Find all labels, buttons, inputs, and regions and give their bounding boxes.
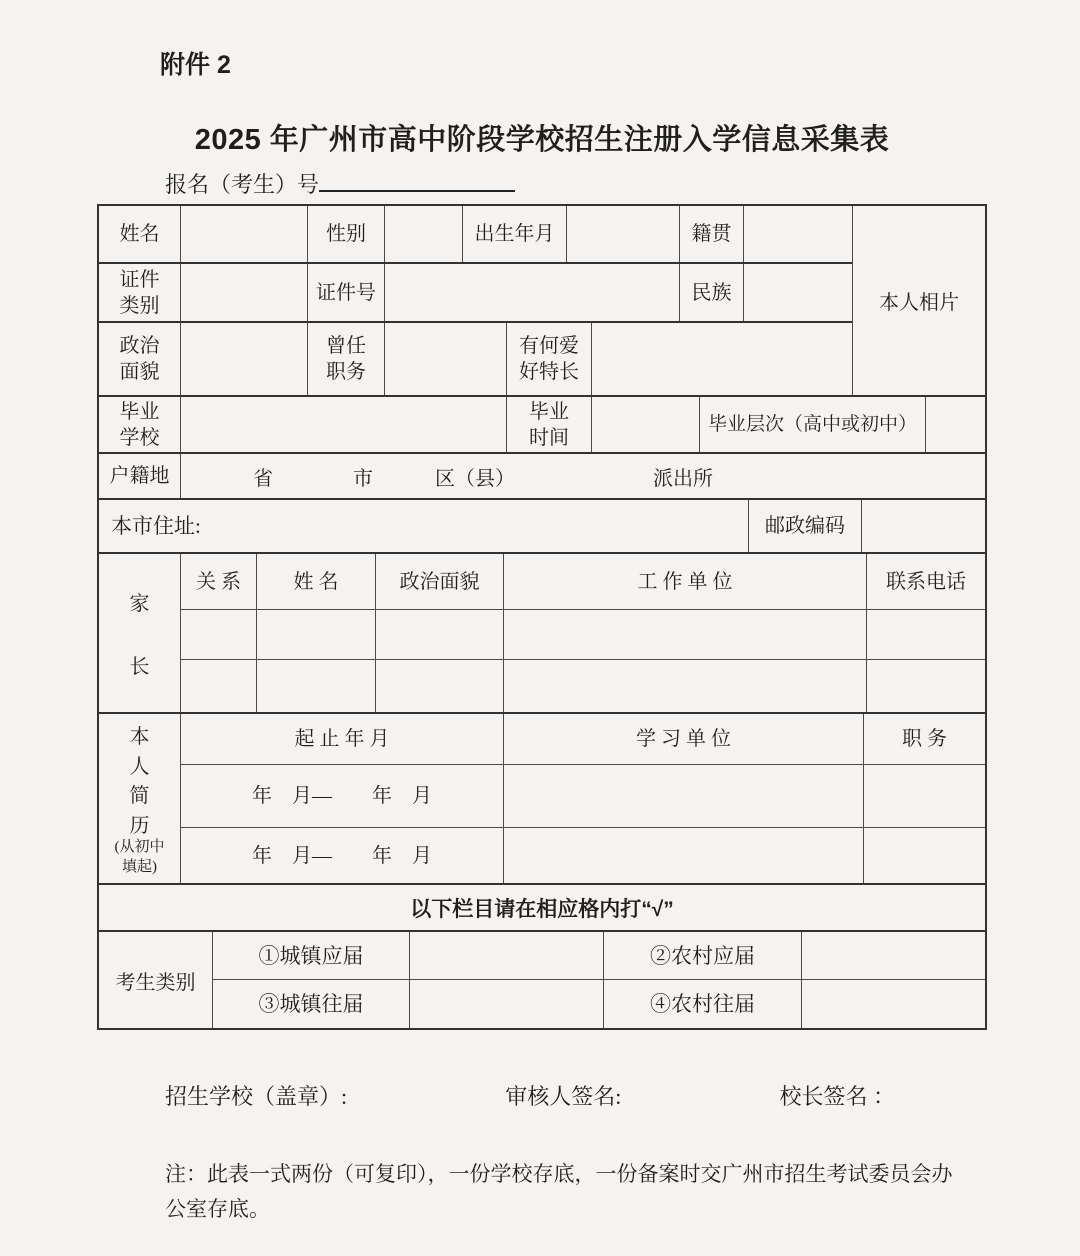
family-section	[99, 554, 985, 714]
reviewer-sign-label: 审核人签名:	[505, 1084, 622, 1109]
family1-relation-input[interactable]	[181, 610, 257, 659]
resume-note-line1: (从初中	[114, 839, 165, 856]
hobby-label: 有何爱好特长	[507, 323, 592, 395]
grad-school-label: 毕业学校	[99, 397, 181, 452]
address-label: 本市住址:	[111, 514, 201, 538]
category-opt4-tickbox[interactable]	[802, 980, 985, 1028]
resume-col-post: 职 务	[902, 728, 947, 750]
household-province-label: 省	[253, 467, 273, 490]
registration-number-line	[165, 168, 987, 199]
category-row-1	[213, 932, 985, 980]
gender-label: 性别	[308, 206, 385, 262]
family1-phone-input[interactable]	[867, 610, 985, 659]
category-opt2-label: ②农村应届	[604, 932, 802, 979]
family1-workunit-input[interactable]	[504, 610, 867, 659]
gender-input[interactable]	[385, 206, 463, 262]
family2-name-input[interactable]	[257, 660, 376, 712]
family1-name-input[interactable]	[257, 610, 376, 659]
resume-row-1	[181, 765, 985, 828]
basic-info-section	[99, 206, 985, 397]
family-label	[99, 554, 181, 712]
row-id	[99, 264, 852, 323]
id-no-input[interactable]	[385, 264, 680, 321]
resume-row-2	[181, 828, 985, 883]
document	[97, 0, 987, 1227]
address-input[interactable]	[99, 500, 749, 552]
resume1-period-input[interactable]: 年 月— 年 月	[181, 765, 504, 827]
family-col-name: 姓 名	[257, 554, 376, 609]
resume-header-row	[181, 714, 985, 765]
registration-number-label: 报名（考生）号	[165, 172, 320, 197]
category-opt1-label: ①城镇应届	[213, 932, 410, 979]
resume-col-unit: 学 习 单 位	[504, 714, 864, 764]
category-label	[99, 932, 213, 1028]
family-col-phone: 联系电话	[886, 570, 966, 593]
native-place-input[interactable]	[744, 206, 852, 262]
category-label-text: 考生类别	[115, 971, 196, 994]
ethnic-label: 民族	[680, 264, 744, 321]
birth-label: 出生年月	[463, 206, 567, 262]
household-input[interactable]	[181, 454, 985, 498]
resume2-post-input[interactable]	[864, 828, 985, 883]
family2-phone-input[interactable]	[867, 660, 985, 712]
political-label: 政治面貌	[99, 323, 181, 395]
family-grid	[181, 554, 985, 712]
resume1-post-input[interactable]	[864, 765, 985, 827]
grad-time-input[interactable]	[592, 397, 700, 452]
basic-info-left	[99, 206, 852, 395]
resume-label	[99, 714, 181, 883]
row-household	[99, 454, 985, 500]
household-city-label: 市	[353, 467, 373, 490]
household-label: 户籍地	[99, 454, 181, 498]
family-col-relation: 关 系	[181, 554, 257, 609]
family-col-political: 政治面貌	[376, 554, 504, 609]
former-post-input[interactable]	[385, 323, 507, 395]
signature-row	[97, 1080, 987, 1111]
category-opt2-tickbox[interactable]	[802, 932, 985, 979]
id-no-label: 证件号	[308, 264, 385, 321]
category-section	[99, 932, 985, 1028]
grad-level-label: 毕业层次（高中或初中）	[700, 397, 926, 452]
name-input[interactable]	[181, 206, 308, 262]
id-type-input[interactable]	[181, 264, 308, 321]
page-title: 2025 年广州市高中阶段学校招生注册入学信息采集表	[194, 124, 890, 156]
category-opt3-tickbox[interactable]	[410, 980, 604, 1028]
resume-label-char1: 本	[129, 726, 150, 749]
resume-grid	[181, 714, 985, 883]
family-row-1	[181, 610, 985, 660]
resume-label-char4: 历	[129, 814, 150, 837]
resume-col-period: 起 止 年 月	[181, 714, 504, 764]
resume-label-char3: 简	[129, 785, 150, 808]
postcode-label: 邮政编码	[749, 500, 862, 552]
grad-level-input[interactable]	[926, 397, 985, 452]
resume-label-char2: 人	[129, 755, 150, 778]
family-header-row	[181, 554, 985, 610]
principal-sign-label: 校长签名 ：	[779, 1084, 895, 1109]
row-name	[99, 206, 852, 264]
category-grid	[213, 932, 985, 1028]
family2-relation-input[interactable]	[181, 660, 257, 712]
postcode-input[interactable]	[862, 500, 985, 552]
resume-note-line2: 填起)	[122, 858, 157, 875]
registration-number-blank[interactable]	[319, 170, 515, 192]
grad-time-label: 毕业时间	[507, 397, 592, 452]
category-opt4-label: ④农村往届	[604, 980, 802, 1028]
school-seal-label: 招生学校（盖章）:	[165, 1084, 348, 1109]
id-type-label: 证件类别	[99, 264, 181, 321]
native-place-label: 籍贯	[680, 206, 744, 262]
family-row-2	[181, 660, 985, 712]
household-police-label: 派出所	[653, 467, 713, 490]
grad-school-input[interactable]	[181, 397, 507, 452]
category-opt1-tickbox[interactable]	[410, 932, 604, 979]
birth-input[interactable]	[567, 206, 680, 262]
tick-instruction-row: 以下栏目请在相应格内打“√”	[99, 885, 985, 932]
family1-political-input[interactable]	[376, 610, 504, 659]
hobby-input[interactable]	[592, 323, 852, 395]
resume-section	[99, 714, 985, 885]
former-post-label: 曾任职务	[308, 323, 385, 395]
photo-label: 本人相片	[879, 292, 959, 314]
family-label-char2: 长	[129, 655, 150, 678]
family2-political-input[interactable]	[376, 660, 504, 712]
row-address	[99, 500, 985, 554]
footnote: 注：此表一式两份（可复印），一份学校存底，一份备案时交广州市招生考试委员会办公室存底。	[165, 1162, 953, 1221]
resume2-unit-input[interactable]	[504, 828, 864, 883]
category-row-2	[213, 980, 985, 1028]
household-district-label: 区（县）	[435, 467, 515, 490]
family2-workunit-input[interactable]	[504, 660, 867, 712]
photo-cell	[852, 206, 985, 395]
name-label: 姓名	[99, 206, 181, 262]
resume1-unit-input[interactable]	[504, 765, 864, 827]
attachment-label: 附件 2	[160, 51, 231, 79]
category-opt3-label: ③城镇往届	[213, 980, 410, 1028]
form-table	[97, 204, 987, 1030]
family-label-char1: 家	[129, 593, 150, 616]
row-political	[99, 323, 852, 395]
family-col-workunit: 工 作 单 位	[504, 554, 867, 609]
political-input[interactable]	[181, 323, 308, 395]
row-graduation	[99, 397, 985, 454]
ethnic-input[interactable]	[744, 264, 852, 321]
resume2-period-input[interactable]: 年 月— 年 月	[181, 828, 504, 883]
